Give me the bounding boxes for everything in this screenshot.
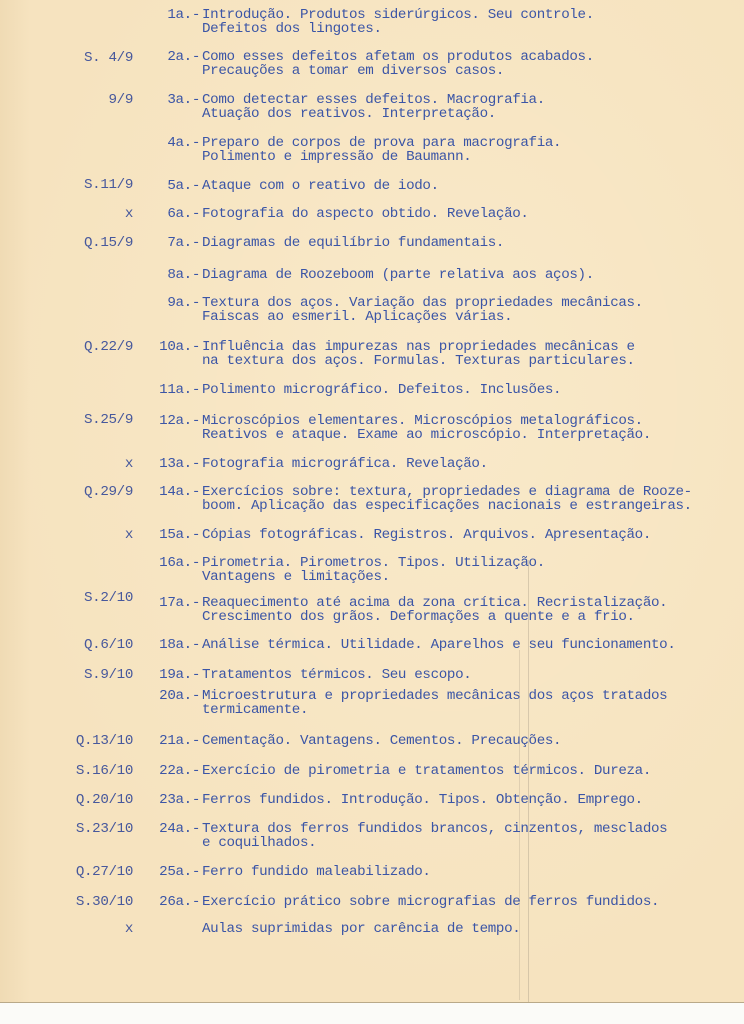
lesson-number: 13a.- (159, 456, 200, 472)
topic-line: Diagrama de Roozeboom (parte relativa aos aços). (202, 267, 594, 283)
topic-line: boom. Aplicação das especificações nacionais e estrangeiras. (202, 498, 692, 514)
session-date: x (124, 921, 133, 937)
lesson-topic (202, 383, 561, 397)
session-date: S.25/9 (84, 412, 133, 428)
lesson-number: 10a.- (159, 339, 200, 355)
lesson-number: 23a.- (159, 792, 200, 808)
lesson-number: 17a.- (159, 595, 200, 611)
topic-line: Tratamentos térmicos. Seu escopo. (202, 667, 472, 683)
lesson-number: 1a.- (167, 7, 200, 23)
session-date: S.30/10 (75, 894, 133, 910)
lesson-topic (202, 922, 520, 936)
lesson-number: 22a.- (159, 763, 200, 779)
topic-line: Aulas suprimidas por carência de tempo. (202, 921, 521, 937)
topic-line: Influência das impurezas nas propriedades mecânicas e (202, 339, 635, 355)
lesson-number: 20a.- (159, 688, 200, 704)
topic-line: na textura dos aços. Formulas. Texturas particulares. (202, 353, 635, 369)
topic-line: Como esses defeitos afetam os produtos acabados. (202, 49, 594, 65)
topic-line: Microscópios elementares. Microscópios metalográficos. (202, 413, 643, 429)
session-date: Q.20/10 (75, 792, 133, 808)
topic-line: Polimento e impressão de Baumann. (202, 149, 472, 165)
lesson-topic (202, 668, 471, 682)
session-date: Q.15/9 (84, 235, 133, 251)
session-date: x (124, 206, 133, 222)
topic-line: Ferro fundido maleabilizado. (202, 864, 431, 880)
lesson-topic (202, 485, 692, 513)
session-date: Q.29/9 (84, 484, 133, 500)
topic-line: Fotografia do aspecto obtido. Revelação. (202, 206, 529, 222)
topic-line: Preparo de corpos de prova para macrografia. (202, 135, 562, 151)
topic-line: Faiscas ao esmeril. Aplicações várias. (202, 309, 513, 325)
session-date: x (124, 456, 133, 472)
topic-line: Exercício prático sobre micrografias de ferros fundidos. (202, 894, 660, 910)
topic-line: Cópias fotográficas. Registros. Arquivos. Apresentação. (202, 527, 652, 543)
topic-line: Defeitos dos lingotes. (202, 21, 382, 37)
topic-line: Como detectar esses defeitos. Macrografia. (202, 92, 545, 108)
paper-crease (528, 560, 529, 1002)
lesson-number: 14a.- (159, 484, 200, 500)
lesson-topic (202, 638, 676, 652)
topic-line: Polimento micrográfico. Defeitos. Inclusões. (202, 382, 562, 398)
topic-line: Análise térmica. Utilidade. Aparelhos e seu funcionamento. (202, 637, 676, 653)
lesson-topic (202, 8, 594, 36)
lesson-number: 16a.- (159, 555, 200, 571)
lesson-topic (202, 50, 594, 78)
topic-line: Atuação dos reativos. Interpretação. (202, 106, 496, 122)
lesson-topic (202, 734, 561, 748)
lesson-number: 2a.- (167, 49, 200, 65)
lesson-topic (202, 895, 659, 909)
topic-line: Microestrutura e propriedades mecânicas dos aços tratados (202, 688, 668, 704)
lesson-topic (202, 793, 643, 807)
topic-line: Ferros fundidos. Introdução. Tipos. Obtenção. Emprego. (202, 792, 643, 808)
session-date: 9/9 (108, 92, 133, 108)
lesson-number: 18a.- (159, 637, 200, 653)
topic-line: Crescimento dos grãos. Deformações a quente e a frio. (202, 609, 635, 625)
topic-line: Textura dos aços. Variação das propriedades mecânicas. (202, 295, 643, 311)
lesson-topic (202, 528, 651, 542)
session-date: Q.13/10 (75, 733, 133, 749)
lesson-number: 24a.- (159, 821, 200, 837)
session-date: Q.22/9 (84, 339, 133, 355)
lesson-topic (202, 689, 667, 717)
lesson-topic (202, 457, 488, 471)
lesson-topic (202, 93, 545, 121)
lesson-number: 19a.- (159, 667, 200, 683)
topic-line: Fotografia micrográfica. Revelação. (202, 456, 488, 472)
topic-line: Cementação. Vantagens. Cementos. Precauções. (202, 733, 562, 749)
lesson-number: 21a.- (159, 733, 200, 749)
lesson-number: 26a.- (159, 894, 200, 910)
topic-line: Ataque com o reativo de iodo. (202, 178, 439, 194)
topic-line: Vantagens e limitações. (202, 569, 390, 585)
session-date: S.9/10 (84, 667, 133, 683)
session-date: Q.27/10 (75, 864, 133, 880)
topic-line: Reaquecimento até acima da zona crítica. Recristalização. (202, 595, 668, 611)
lesson-number: 11a.- (159, 382, 200, 398)
lesson-topic (202, 414, 651, 442)
lesson-number: 7a.- (167, 235, 200, 251)
lesson-topic (202, 236, 504, 250)
lesson-number: 12a.- (159, 413, 200, 429)
topic-line: Exercícios sobre: textura, propriedades e diagrama de Rooze- (202, 484, 692, 500)
lesson-topic (202, 268, 594, 282)
lesson-topic (202, 556, 545, 584)
lesson-topic (202, 822, 667, 850)
lesson-number: 4a.- (167, 135, 200, 151)
lesson-topic (202, 207, 529, 221)
lesson-number: 9a.- (167, 295, 200, 311)
lesson-topic (202, 179, 439, 193)
topic-line: Textura dos ferros fundidos brancos, cinzentos, mesclados (202, 821, 668, 837)
lesson-number: 25a.- (159, 864, 200, 880)
topic-line: Introdução. Produtos siderúrgicos. Seu controle. (202, 7, 594, 23)
session-date: S.2/10 (84, 590, 133, 606)
session-date: S. 4/9 (84, 50, 133, 66)
lesson-topic (202, 865, 431, 879)
topic-line: Pirometria. Pirometros. Tipos. Utilização. (202, 555, 545, 571)
topic-line: e coquilhados. (202, 835, 317, 851)
lesson-number: 6a.- (167, 206, 200, 222)
topic-line: Diagramas de equilíbrio fundamentais. (202, 235, 505, 251)
lesson-topic (202, 296, 643, 324)
session-date: S.23/10 (75, 821, 133, 837)
session-date: Q.6/10 (84, 637, 133, 653)
session-date: x (124, 527, 133, 543)
topic-line: Reativos e ataque. Exame ao microscópio. Interpretação. (202, 427, 652, 443)
session-date: S.16/10 (75, 763, 133, 779)
topic-line: Precauções a tomar em diversos casos. (202, 63, 505, 79)
lesson-topic (202, 596, 667, 624)
topic-line: Exercício de pirometria e tratamentos térmicos. Dureza. (202, 763, 652, 779)
lesson-number: 3a.- (167, 92, 200, 108)
lesson-topic (202, 136, 561, 164)
lesson-topic (202, 764, 651, 778)
lesson-topic (202, 340, 635, 368)
lesson-number: 15a.- (159, 527, 200, 543)
lesson-number: 8a.- (167, 267, 200, 283)
lesson-number: 5a.- (167, 178, 200, 194)
session-date: S.11/9 (84, 177, 133, 193)
topic-line: termicamente. (202, 702, 309, 718)
